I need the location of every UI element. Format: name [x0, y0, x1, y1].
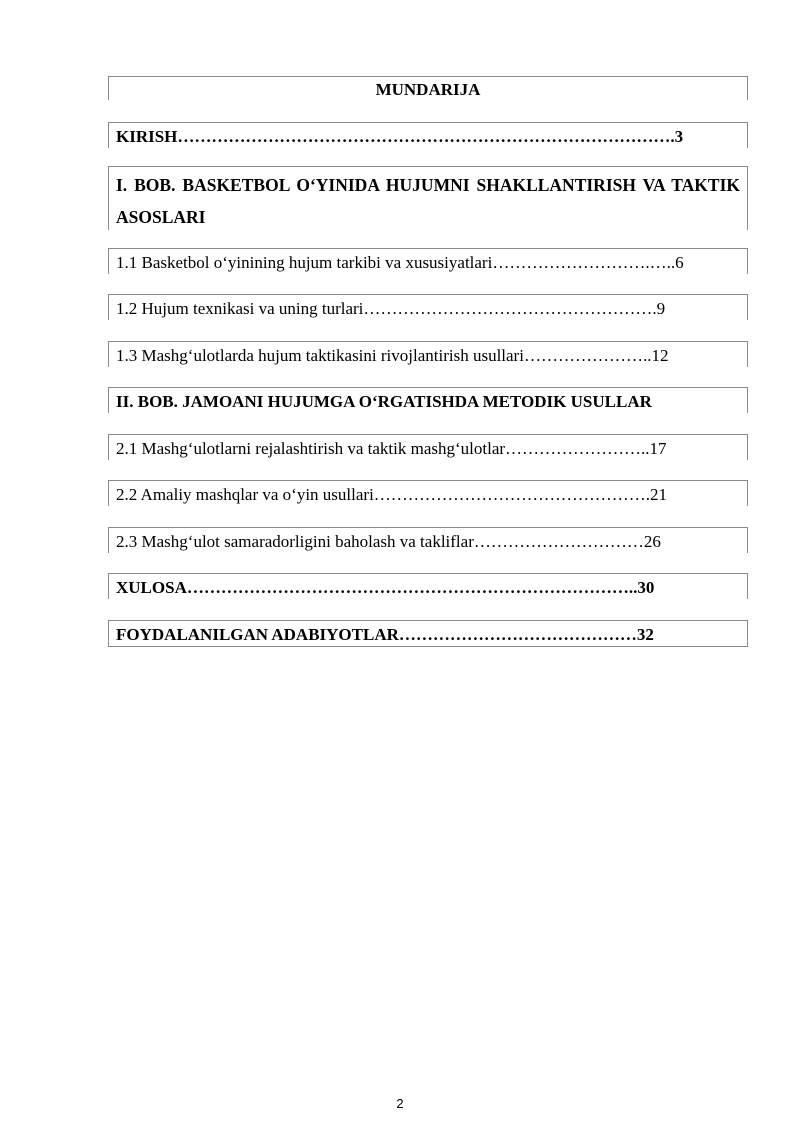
toc-entry-section-2-3-text: 2.3 Mashg‘ulot samaradorligini baholash va takliflar…………………………26 — [116, 532, 661, 551]
toc-entry-conclusion — [108, 573, 748, 599]
toc-entry-section-2-2 — [108, 480, 748, 506]
toc-entry-chapter1 — [108, 166, 748, 230]
toc-entry-references — [108, 620, 748, 647]
toc-entry-section-1-1 — [108, 248, 748, 274]
toc-entry-section-2-2-text: 2.2 Amaliy mashqlar va o‘yin usullari………………………………………….21 — [116, 485, 668, 504]
toc-entry-chapter2-text: II. BOB. JAMOANI HUJUMGA O‘RGATISHDA METODIK USULLAR — [116, 392, 652, 411]
toc-entry-section-2-3 — [108, 527, 748, 553]
toc-entry-section-1-1-text: 1.1 Basketbol o‘yinining hujum tarkibi va xususiyatlari……………………….…..6 — [116, 253, 684, 272]
toc-entry-section-1-2-text: 1.2 Hujum texnikasi va uning turlari…………………………………………….9 — [116, 299, 666, 318]
toc-entry-section-1-3 — [108, 341, 748, 367]
page-number: 2 — [396, 1096, 404, 1111]
toc-entry-chapter1-text: I. BOB. BASKETBOL O‘YINIDA HUJUMNI SHAKLLANTIRISH VA TAKTIK ASOSLARI — [116, 175, 740, 227]
toc-entry-intro-text: KIRISH…………………………………………………………………………….3 — [116, 127, 684, 146]
toc-entry-intro — [108, 122, 748, 148]
toc-entry-chapter2 — [108, 387, 748, 413]
toc-title: MUNDARIJA — [375, 80, 481, 99]
toc-entry-section-2-1-text: 2.1 Mashg‘ulotlarni rejalashtirish va taktik mashg‘ulotlar……………………..17 — [116, 439, 667, 458]
toc-entry-conclusion-text: XULOSA……………………………………………………………………..30 — [116, 578, 655, 597]
toc-entry-references-text: FOYDALANILGAN ADABIYOTLAR……………………………………32 — [116, 625, 654, 644]
toc-entry-section-1-2 — [108, 294, 748, 320]
toc-entry-section-1-3-text: 1.3 Mashg‘ulotlarda hujum taktikasini rivojlantirish usullari…………………..12 — [116, 346, 669, 365]
toc-title-row — [108, 76, 748, 100]
toc-entry-section-2-1 — [108, 434, 748, 460]
